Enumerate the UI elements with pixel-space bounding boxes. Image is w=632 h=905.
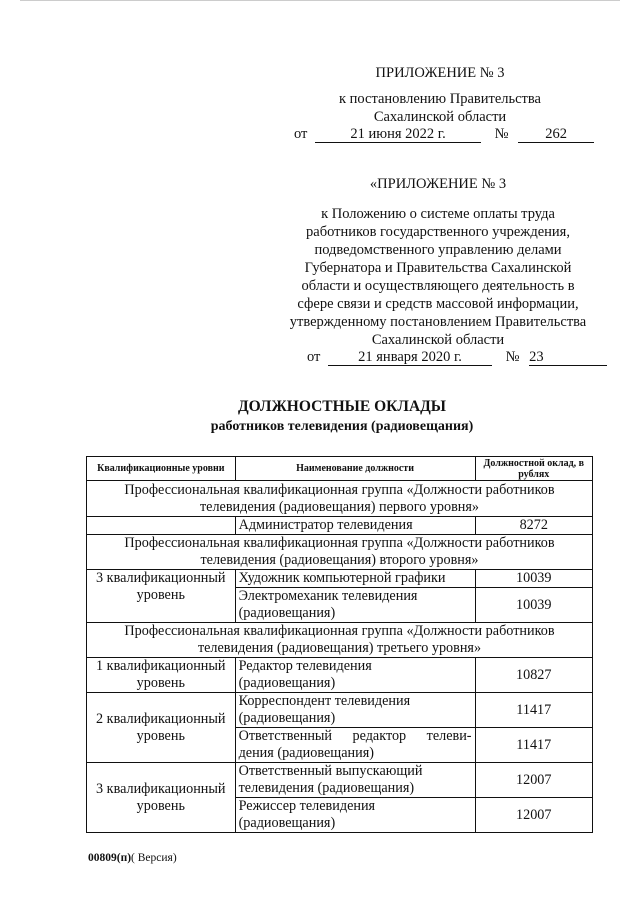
- decree-date: 21 июня 2022 г.: [315, 126, 481, 143]
- original-appendix-line: сфере связи и средств массовой информации,: [297, 296, 579, 312]
- document-footer: [88, 852, 177, 864]
- position-cell: Редактор телевидения (радиовещания): [235, 658, 475, 693]
- original-appendix-line: области и осуществляющего деятельность в: [301, 278, 575, 294]
- group-title-3: Профессиональная квалификационная группа «Должности работников телевидения (радиовещания) третьего уровня»: [87, 623, 593, 658]
- table-row: [87, 658, 593, 693]
- header-levels: Квалификационные уровни: [87, 457, 236, 481]
- salary-cell: 10039: [475, 588, 592, 623]
- level-cell: 1 квалификационный уровень: [87, 658, 236, 693]
- document-subtitle: работников телевидения (радиовещания): [210, 419, 474, 434]
- table-row: [87, 517, 593, 535]
- salary-cell: 12007: [475, 763, 592, 798]
- salary-cell: 12007: [475, 798, 592, 833]
- original-appendix-line: работников государственного учреждения,: [306, 224, 570, 240]
- salary-cell: 11417: [475, 693, 592, 728]
- salary-cell: 10039: [475, 570, 592, 588]
- appendix-line: Сахалинской области: [373, 109, 507, 125]
- table-row: [87, 763, 593, 798]
- decree-date-number: от 21 июня 2022 г. № 262: [294, 125, 594, 143]
- header-salary: Должностной оклад, в рублях: [475, 457, 592, 481]
- position-cell: Администратор телевидения: [235, 517, 475, 535]
- salary-table: [86, 456, 593, 833]
- position-cell: Электромеханик телевидения (радиовещания): [235, 588, 475, 623]
- appendix-line: к постановлению Правительства: [339, 91, 541, 107]
- position-cell: Режиссер телевидения (радиовещания): [235, 798, 475, 833]
- original-appendix-line: Губернатора и Правительства Сахалинской: [304, 260, 572, 276]
- level-cell: 3 квалификационный уровень: [87, 763, 236, 833]
- group-row: [87, 535, 593, 570]
- salary-cell: 10827: [475, 658, 592, 693]
- original-appendix-line: Сахалинской области: [371, 332, 505, 348]
- group-title-2: Профессиональная квалификационная группа «Должности работников телевидения (радиовещания) второго уровня»: [87, 535, 593, 570]
- table-row: [87, 570, 593, 588]
- table-row: [87, 693, 593, 728]
- position-cell: Художник компьютерной графики: [235, 570, 475, 588]
- original-decree-date-number: от 21 января 2020 г. № 23: [307, 348, 607, 366]
- appendix-title: ПРИЛОЖЕНИЕ № 3: [375, 65, 505, 81]
- group-title-1: Профессиональная квалификационная группа «Должности работников телевидения (радиовещания) первого уровня»: [87, 481, 593, 517]
- scan-top-edge: [20, 0, 620, 1]
- original-appendix-title: «ПРИЛОЖЕНИЕ № 3: [369, 176, 507, 192]
- salary-cell: 11417: [475, 728, 592, 763]
- document-title: ДОЛЖНОСТНЫЕ ОКЛАДЫ: [237, 398, 447, 415]
- original-appendix-line: подведомственного управлению делами: [314, 242, 562, 258]
- salary-cell: 8272: [475, 517, 592, 535]
- original-appendix-line: утвержденному постановлением Правительства: [289, 314, 587, 330]
- header-position: Наименование должности: [235, 457, 475, 481]
- original-decree-number: 23: [529, 349, 607, 366]
- level-cell: [87, 517, 236, 535]
- group-row: [87, 623, 593, 658]
- position-cell: Ответственный выпускающий телевидения (радиовещания): [235, 763, 475, 798]
- document-code: 00809(п): [88, 852, 132, 864]
- appendix-header: [290, 64, 590, 126]
- table-header-row: [87, 457, 593, 481]
- level-cell: 2 квалификационный уровень: [87, 693, 236, 763]
- document-version: ( Версия): [131, 852, 177, 864]
- original-appendix-header: [282, 175, 594, 349]
- position-cell: Корреспондент телевидения (радиовещания): [235, 693, 475, 728]
- level-cell: 3 квалификационный уровень: [87, 570, 236, 623]
- group-row: [87, 481, 593, 517]
- position-cell: Ответственный редактор телеви-дения (радиовещания): [235, 728, 475, 763]
- original-decree-date: 21 января 2020 г.: [328, 349, 492, 366]
- original-appendix-line: к Положению о системе оплаты труда: [321, 206, 555, 222]
- decree-number: 262: [518, 126, 594, 143]
